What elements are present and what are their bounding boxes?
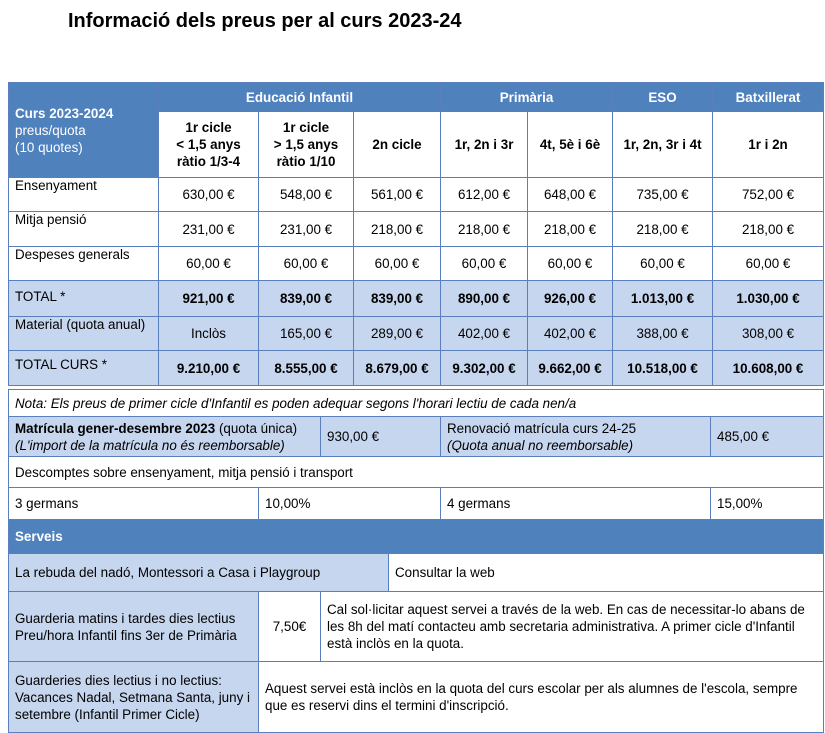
group-primaria: Primària	[441, 83, 613, 112]
price-cell: 388,00 €	[613, 317, 713, 351]
price-cell: 612,00 €	[441, 178, 528, 212]
discount-4-label: 4 germans	[441, 488, 711, 520]
discount-4-value: 15,00%	[711, 488, 824, 520]
price-cell: 648,00 €	[528, 178, 613, 212]
service-label: Guarderia matins i tardes dies lectius Preu/hora Infantil fins 3er de Primària	[9, 592, 259, 662]
group-batxillerat: Batxillerat	[713, 83, 824, 112]
total-cell: 8.679,00 €	[354, 351, 441, 386]
corner-line-2: preus/quota	[15, 122, 86, 138]
table-row	[9, 281, 824, 317]
total-cell: 890,00 €	[441, 281, 528, 317]
renewal-label-main: Renovació matrícula curs 24-25	[447, 420, 637, 436]
table-row	[9, 178, 824, 212]
total-cell: 921,00 €	[159, 281, 259, 317]
row-label: Despeses generals	[9, 247, 159, 281]
sub-header-7: 1r i 2n	[713, 112, 824, 178]
price-cell: 630,00 €	[159, 178, 259, 212]
service-price: 7,50€	[259, 592, 321, 662]
price-cell: 218,00 €	[713, 212, 824, 247]
price-cell: 60,00 €	[613, 247, 713, 281]
price-cell: 60,00 €	[354, 247, 441, 281]
enrollment-label	[9, 417, 321, 457]
price-cell: 735,00 €	[613, 178, 713, 212]
services-table	[8, 519, 824, 733]
sub-2-line-3: ràtio 1/10	[276, 154, 336, 169]
price-cell: 231,00 €	[259, 212, 354, 247]
price-cell: 60,00 €	[159, 247, 259, 281]
table-row	[9, 317, 824, 351]
service-value: Consultar la web	[389, 554, 824, 592]
price-cell: 402,00 €	[528, 317, 613, 351]
services-heading: Serveis	[9, 520, 824, 554]
price-cell: 60,00 €	[441, 247, 528, 281]
discounts-heading: Descomptes sobre ensenyament, mitja pensió i transport	[9, 457, 824, 488]
price-cell: 60,00 €	[259, 247, 354, 281]
page-title: Informació dels preus per al curs 2023-24	[68, 10, 462, 32]
row-label: TOTAL *	[9, 281, 159, 317]
price-cell: 218,00 €	[354, 212, 441, 247]
discount-3-value: 10,00%	[259, 488, 441, 520]
sub-header-3: 2n cicle	[354, 112, 441, 178]
service-description: Cal sol·licitar aquest servei a través de la web. En cas de necessitar-lo abans de les 8h del matí contacteu amb secretaria administrativa. A primer cicle d'Infantil està inclòs en la quota.	[321, 592, 824, 662]
sub-header-1	[159, 112, 259, 178]
table-row	[9, 351, 824, 386]
sub-1-line-3: ràtio 1/3-4	[176, 154, 241, 169]
price-cell: 548,00 €	[259, 178, 354, 212]
table-row	[9, 212, 824, 247]
sub-2-line-1: 1r cicle	[282, 120, 330, 135]
row-label: Mitja pensió	[9, 212, 159, 247]
enrollment-label-sub: (L'import de la matrícula no és reemborsable)	[15, 437, 285, 453]
discounts-table	[8, 487, 824, 520]
total-cell: 839,00 €	[354, 281, 441, 317]
note-text: Nota: Els preus de primer cicle d'Infantil es poden adequar segons l'horari lectiu de cada nen/a	[9, 390, 824, 417]
price-cell: 289,00 €	[354, 317, 441, 351]
total-cell: 10.608,00 €	[713, 351, 824, 386]
sub-header-2	[259, 112, 354, 178]
total-cell: 9.302,00 €	[441, 351, 528, 386]
service-label: La rebuda del nadó, Montessori a Casa i Playgroup	[9, 554, 389, 592]
sub-1-line-1: 1r cicle	[185, 120, 232, 135]
enrollment-label-rest: (quota única)	[215, 420, 298, 436]
price-cell: 165,00 €	[259, 317, 354, 351]
price-cell: 60,00 €	[528, 247, 613, 281]
sub-1-line-2: < 1,5 anys	[176, 137, 241, 152]
total-cell: 10.518,00 €	[613, 351, 713, 386]
discount-3-label: 3 germans	[9, 488, 259, 520]
sub-header-4: 1r, 2n i 3r	[441, 112, 528, 178]
total-cell: 926,00 €	[528, 281, 613, 317]
corner-line-1: Curs 2023-2024	[15, 105, 114, 121]
row-label: Material (quota anual)	[9, 317, 159, 351]
price-cell: 218,00 €	[613, 212, 713, 247]
price-cell: 752,00 €	[713, 178, 824, 212]
service-label: Guarderies dies lectius i no lectius: Vacances Nadal, Setmana Santa, juny i setembre (Infantil Primer Cicle)	[9, 662, 259, 733]
renewal-label	[441, 417, 711, 457]
row-label: TOTAL CURS *	[9, 351, 159, 386]
enrollment-value: 930,00 €	[321, 417, 441, 457]
table-row	[9, 247, 824, 281]
total-cell: 1.030,00 €	[713, 281, 824, 317]
price-cell: 60,00 €	[713, 247, 824, 281]
price-cell: 231,00 €	[159, 212, 259, 247]
price-table	[8, 82, 824, 386]
row-label: Ensenyament	[9, 178, 159, 212]
total-cell: 1.013,00 €	[613, 281, 713, 317]
enrollment-label-bold: Matrícula gener-desembre 2023	[15, 420, 216, 436]
total-cell: 9.210,00 €	[159, 351, 259, 386]
sub-2-line-2: > 1,5 anys	[273, 137, 339, 152]
total-cell: 8.555,00 €	[259, 351, 354, 386]
price-cell: 218,00 €	[441, 212, 528, 247]
total-cell: 9.662,00 €	[528, 351, 613, 386]
corner-header	[9, 83, 159, 178]
enrollment-table	[8, 389, 824, 488]
total-cell: 839,00 €	[259, 281, 354, 317]
price-cell: 308,00 €	[713, 317, 824, 351]
renewal-value: 485,00 €	[711, 417, 824, 457]
sub-header-5: 4t, 5è i 6è	[528, 112, 613, 178]
corner-line-3: (10 quotes)	[15, 139, 83, 155]
service-description: Aquest servei està inclòs en la quota del curs escolar per als alumnes de l'escola, sempre que es reservi dins el termini d'inscripció.	[259, 662, 824, 733]
price-cell: 402,00 €	[441, 317, 528, 351]
price-cell: Inclòs	[159, 317, 259, 351]
price-cell: 561,00 €	[354, 178, 441, 212]
price-cell: 218,00 €	[528, 212, 613, 247]
group-eso: ESO	[613, 83, 713, 112]
group-infantil: Educació Infantil	[159, 83, 441, 112]
sub-header-6: 1r, 2n, 3r i 4t	[613, 112, 713, 178]
renewal-label-sub: (Quota anual no reemborsable)	[447, 437, 634, 453]
